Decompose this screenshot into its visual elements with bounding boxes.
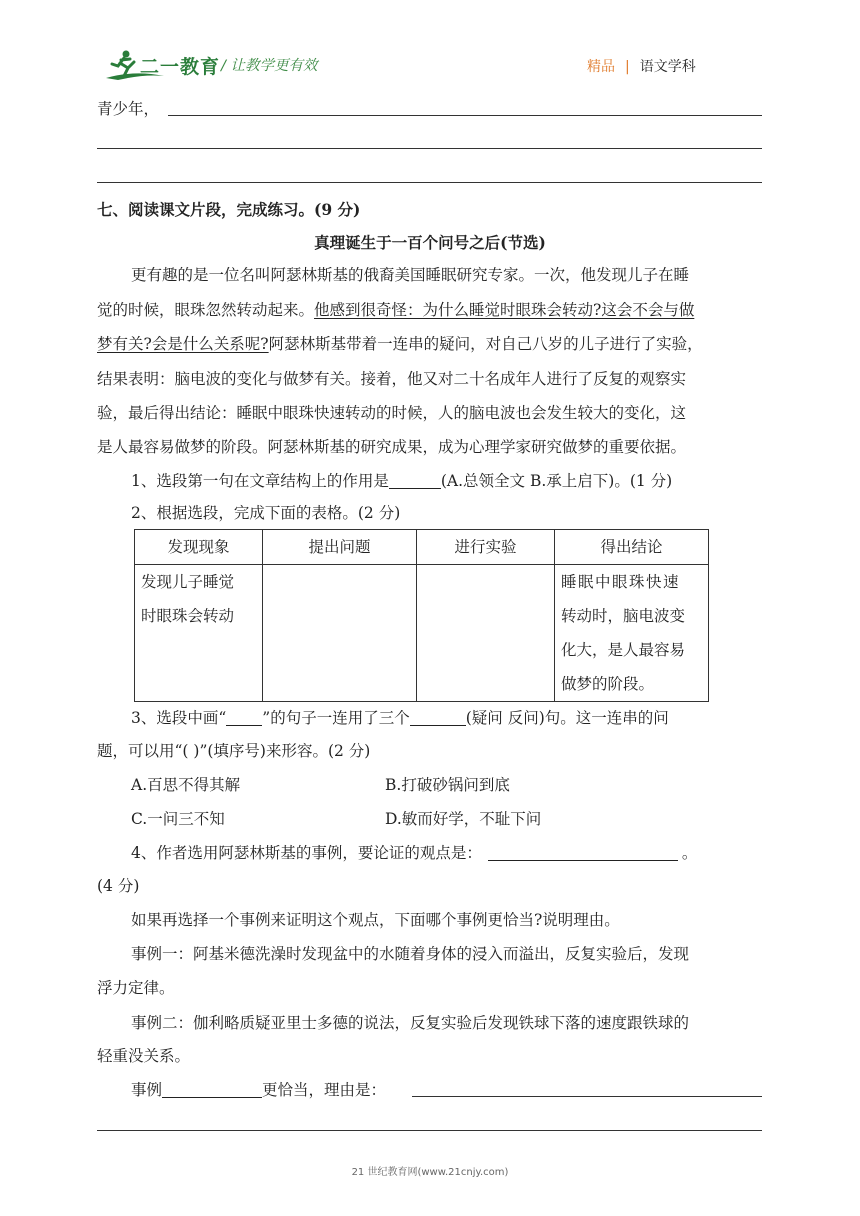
example-2-cont: 轻重没关系。 [97, 1047, 191, 1065]
question-3-cont: 题，可以用“( )”(填序号)来形容。(2 分) [97, 742, 371, 760]
passage-text: 觉的时候，眼珠忽然转动起来。 [97, 301, 315, 319]
answer-blank[interactable] [162, 1081, 262, 1098]
answer-line[interactable] [97, 1130, 762, 1131]
question-text: 。 [681, 844, 698, 862]
example-1-cont: 浮力定律。 [97, 979, 175, 997]
option-c: C.一问三不知 [131, 810, 225, 828]
answer-blank[interactable] [389, 472, 441, 489]
underlined-sentence: 他感到很奇怪：为什么睡觉时眼珠会转动?这会不会与做 [314, 301, 695, 319]
cell-line: 转动时，脑电波变 [561, 607, 686, 625]
question-4 [131, 843, 697, 863]
passage-line: 验，最后得出结论：睡眠中眼珠快速转动的时候，人的脑电波也会发生较大的变化，这 [97, 404, 687, 422]
table-header-cell: 得出结论 [555, 530, 709, 565]
answer-line [97, 148, 762, 149]
subject-label: 语文学科 [639, 59, 696, 75]
passage-line: 更有趣的是一位名叫阿瑟林斯基的俄裔美国睡眠研究专家。一次，他发现儿子在睡 [131, 266, 690, 284]
passage-text: 阿瑟林斯基带着一连串的疑问，对自己八岁的儿子进行了实验， [268, 335, 703, 353]
question-text: 1、选段第一句在文章结构上的作用是 [131, 472, 389, 490]
passage-line: 是人最容易做梦的阶段。阿瑟林斯基的研究成果，成为心理学家研究做梦的重要依据。 [97, 438, 687, 456]
question-text: (疑问 反问)句。这一连串的问 [465, 709, 669, 727]
passage-line [97, 300, 694, 320]
cell-line: 时眼珠会转动 [141, 607, 235, 625]
slogan: / 让教学更有效 [221, 58, 318, 74]
answer-row [131, 1080, 386, 1100]
cell-line: 睡眠中眼珠快速 [561, 573, 681, 591]
question-text: 4、作者选用阿瑟林斯基的事例，要论证的观点是： [131, 844, 482, 862]
table-cell [135, 565, 263, 702]
cell-line: 化大，是人最容易 [561, 641, 686, 659]
table-header-cell: 提出问题 [263, 530, 417, 565]
question-2: 2、根据选段，完成下面的表格。(2 分) [131, 504, 401, 522]
table-header-cell: 进行实验 [417, 530, 555, 565]
logo-text: 二一教育 [140, 56, 221, 78]
table-header-row [135, 530, 709, 565]
youth-label: 青少年， [97, 100, 160, 118]
question-text: 更恰当，理由是： [262, 1081, 387, 1099]
table-header-cell: 发现现象 [135, 530, 263, 565]
answer-blank[interactable] [488, 844, 678, 861]
question-4-score: (4 分) [97, 877, 140, 895]
answer-blank[interactable] [226, 709, 262, 726]
question-text: 事例 [131, 1081, 163, 1099]
option-b: B.打破砂锅问到底 [385, 776, 510, 794]
example-2: 事例二：伽利略质疑亚里士多德的说法，反复实验后发现铁球下落的速度跟铁球的 [131, 1014, 690, 1032]
question-text: 3、选段中画“ [131, 709, 227, 727]
table-cell-empty[interactable] [417, 565, 555, 702]
question-3 [131, 708, 669, 728]
passage-title: 真理诞生于一百个问号之后(节选) [314, 233, 546, 252]
example-1: 事例一：阿基米德洗澡时发现盆中的水随着身体的浸入而溢出，反复实验后，发现 [131, 945, 690, 963]
option-a: A.百思不得其解 [131, 776, 241, 794]
answer-blank[interactable] [410, 709, 466, 726]
question-1 [131, 471, 672, 491]
brand-separator: | [625, 59, 630, 75]
header-brand [587, 56, 696, 76]
passage-line: 结果表明：脑电波的变化与做梦有关。接着，他又对二十名成年人进行了反复的观察实 [97, 370, 687, 388]
answer-table [134, 529, 709, 702]
table-row [135, 565, 709, 702]
cell-line: 做梦的阶段。 [561, 675, 655, 693]
underlined-sentence: 梦有关?会是什么关系呢? [97, 335, 269, 353]
footer-text: 21 世纪教育网(www.21cnjy.com) [351, 1167, 509, 1178]
cell-line: 发现儿子睡觉 [141, 573, 235, 591]
passage-line [97, 334, 703, 354]
answer-line [97, 182, 762, 183]
section-heading: 七、阅读课文片段，完成练习。(9 分) [97, 200, 361, 219]
answer-line [168, 115, 762, 116]
table-cell [555, 565, 709, 702]
table-cell-empty[interactable] [263, 565, 417, 702]
question-4-prompt: 如果再选择一个事例来证明这个观点，下面哪个事例更恰当?说明理由。 [131, 911, 620, 929]
question-text: (A.总领全文 B.承上启下)。(1 分) [440, 472, 673, 490]
brand-label: 精品 [587, 59, 615, 75]
option-d: D.敏而好学，不耻下问 [385, 810, 542, 828]
answer-line[interactable] [412, 1096, 762, 1097]
question-text: ”的句子一连用了三个 [262, 709, 410, 727]
